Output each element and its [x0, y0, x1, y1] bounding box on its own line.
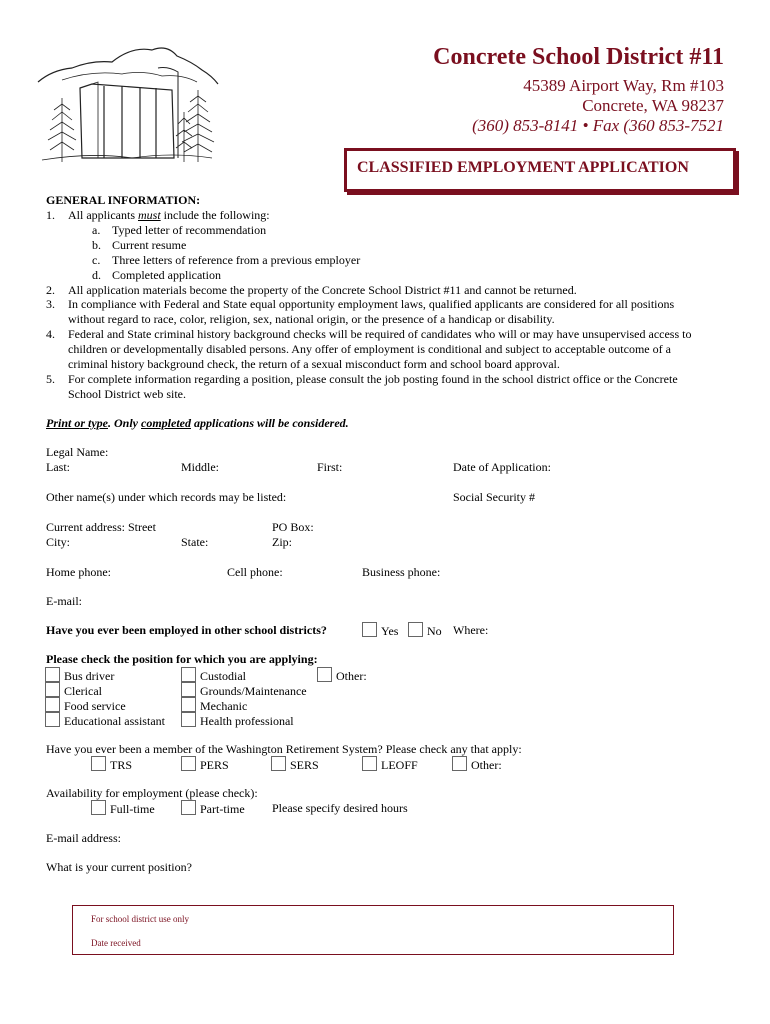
position-option[interactable]	[45, 712, 165, 729]
address-line-2: Concrete, WA 98237	[582, 96, 724, 115]
desired-hours-field[interactable]: Please specify desired hours	[272, 801, 408, 815]
subitem-mark: a.	[92, 223, 101, 237]
retirement-label: SERS	[290, 758, 319, 772]
middle-name-field[interactable]: Middle:	[181, 460, 219, 474]
position-label: Food service	[64, 699, 126, 713]
position-question: Please check the position for which you are applying:	[46, 652, 318, 666]
office-use-box	[72, 905, 674, 955]
item-4-number: 4.	[46, 327, 55, 341]
item-1	[46, 208, 270, 223]
part-time-checkbox[interactable]	[181, 800, 196, 815]
yes-label: Yes	[381, 624, 399, 638]
other-names-field[interactable]: Other name(s) under which records may be listed:	[46, 490, 287, 504]
item-4-line-2: children or developmentally disabled persons. Any offer of employment is conditional and subject to acceptable outcome of a	[68, 342, 671, 356]
subitem-c	[92, 253, 361, 268]
completion-notice	[46, 416, 349, 431]
retirement-checkbox[interactable]	[271, 756, 286, 771]
position-label: Clerical	[64, 684, 102, 698]
zip-field[interactable]: Zip:	[272, 535, 292, 549]
position-label: Health professional	[200, 714, 294, 728]
item-1-text-b: include the following:	[163, 208, 270, 222]
current-position-field[interactable]: What is your current position?	[46, 860, 192, 874]
position-label: Mechanic	[200, 699, 248, 713]
notice-completed: completed	[141, 416, 191, 430]
employed-no[interactable]	[408, 622, 442, 639]
retirement-option-pers[interactable]	[181, 756, 229, 773]
position-label: Bus driver	[64, 669, 115, 683]
subitem-mark: d.	[92, 268, 101, 282]
position-checkbox[interactable]	[181, 697, 196, 712]
general-info-heading: GENERAL INFORMATION:	[46, 193, 201, 207]
form-title: CLASSIFIED EMPLOYMENT APPLICATION	[357, 159, 689, 176]
retirement-question: Have you ever been a member of the Washington Retirement System? Please check any that apply:	[46, 742, 522, 756]
retirement-checkbox[interactable]	[181, 756, 196, 771]
district-logo	[32, 40, 222, 170]
subitem-text: Typed letter of recommendation	[112, 223, 267, 237]
form-title-banner	[344, 148, 736, 192]
last-name-field[interactable]: Last:	[46, 460, 70, 474]
street-field[interactable]: Current address: Street	[46, 520, 156, 534]
cell-phone-field[interactable]: Cell phone:	[227, 565, 283, 579]
subitem-mark: c.	[92, 253, 101, 267]
yes-checkbox[interactable]	[362, 622, 377, 637]
position-label: Educational assistant	[64, 714, 165, 728]
where-field[interactable]: Where:	[453, 623, 489, 637]
position-other-label: Other:	[336, 669, 367, 683]
notice-mid: . Only	[108, 416, 141, 430]
position-checkbox[interactable]	[45, 697, 60, 712]
email-address-field[interactable]: E-mail address:	[46, 831, 121, 845]
item-1-must: must	[137, 208, 161, 222]
home-phone-field[interactable]: Home phone:	[46, 565, 111, 579]
item-4-line-1: Federal and State criminal history background checks will be required of candidates who will or may have unsupervised access to	[68, 327, 692, 341]
subitem-text: Current resume	[112, 238, 187, 252]
office-use-label: For school district use only	[91, 914, 189, 924]
item-1-text-a: All applicants	[68, 208, 135, 222]
first-name-field[interactable]: First:	[317, 460, 343, 474]
subitem-d	[92, 268, 221, 283]
phone-fax: (360) 853-8141 • Fax (360 853-7521	[472, 116, 724, 135]
state-field[interactable]: State:	[181, 535, 209, 549]
employed-yes[interactable]	[362, 622, 398, 639]
position-checkbox[interactable]	[181, 667, 196, 682]
subitem-text: Three letters of reference from a previous employer	[112, 253, 361, 267]
item-4-line-3: criminal history background check, the return of a sexual misconduct form and school board approval.	[68, 357, 560, 371]
position-checkbox[interactable]	[181, 712, 196, 727]
notice-end: applications will be considered.	[190, 416, 349, 430]
availability-part-time[interactable]	[181, 800, 245, 817]
full-time-label: Full-time	[110, 802, 155, 816]
retirement-label: Other:	[471, 758, 502, 772]
print-or-type: Print or type	[46, 416, 108, 430]
retirement-option-trs[interactable]	[91, 756, 132, 773]
position-checkbox[interactable]	[45, 712, 60, 727]
item-5-line-2: School District web site.	[68, 387, 186, 401]
address-line-1: 45389 Airport Way, Rm #103	[523, 76, 724, 95]
item-2-line-1: All application materials become the property of the Concrete School District #11 and cannot be returned.	[68, 283, 577, 297]
position-option[interactable]	[181, 712, 294, 729]
part-time-label: Part-time	[200, 802, 245, 816]
position-label: Custodial	[200, 669, 247, 683]
subitem-a	[92, 223, 267, 238]
position-other-checkbox[interactable]	[317, 667, 332, 682]
item-5-line-1: For complete information regarding a position, please consult the job posting found in the school district office or the Concrete	[68, 372, 678, 386]
retirement-checkbox[interactable]	[362, 756, 377, 771]
availability-full-time[interactable]	[91, 800, 155, 817]
city-field[interactable]: City:	[46, 535, 71, 549]
retirement-option-leoff[interactable]	[362, 756, 418, 773]
item-3-line-2: without regard to race, color, religion, sex, national origin, or the presence of a handicap or disability.	[68, 312, 555, 326]
subitem-b	[92, 238, 187, 253]
position-other[interactable]	[317, 667, 367, 684]
no-checkbox[interactable]	[408, 622, 423, 637]
item-1-number: 1.	[46, 208, 55, 222]
retirement-label: TRS	[110, 758, 133, 772]
item-3-number: 3.	[46, 297, 55, 311]
retirement-checkbox[interactable]	[452, 756, 467, 771]
ssn-field[interactable]: Social Security #	[453, 490, 535, 504]
position-checkbox[interactable]	[45, 667, 60, 682]
retirement-label: PERS	[200, 758, 229, 772]
district-name: Concrete School District #11	[433, 44, 724, 70]
date-of-application-field[interactable]: Date of Application:	[453, 460, 551, 474]
full-time-checkbox[interactable]	[91, 800, 106, 815]
retirement-checkbox[interactable]	[91, 756, 106, 771]
no-label: No	[427, 624, 442, 638]
retirement-option-sers[interactable]	[271, 756, 319, 773]
position-checkbox[interactable]	[45, 682, 60, 697]
email-field[interactable]: E-mail:	[46, 594, 82, 608]
date-received-label: Date received	[91, 938, 141, 948]
po-box-field[interactable]: PO Box:	[272, 520, 314, 534]
item-5-number: 5.	[46, 372, 55, 386]
legal-name-label: Legal Name:	[46, 445, 109, 459]
business-phone-field[interactable]: Business phone:	[362, 565, 441, 579]
retirement-label: LEOFF	[381, 758, 418, 772]
position-label: Grounds/Maintenance	[200, 684, 307, 698]
item-2-number: 2.	[46, 283, 55, 297]
retirement-option-other[interactable]	[452, 756, 502, 773]
availability-question: Availability for employment (please check):	[46, 786, 258, 800]
subitem-text: Completed application	[112, 268, 221, 282]
subitem-mark: b.	[92, 238, 101, 252]
employed-question: Have you ever been employed in other school districts?	[46, 623, 327, 637]
position-checkbox[interactable]	[181, 682, 196, 697]
item-3-line-1: In compliance with Federal and State equal opportunity employment laws, qualified applicants are considered for all positions	[68, 297, 675, 311]
